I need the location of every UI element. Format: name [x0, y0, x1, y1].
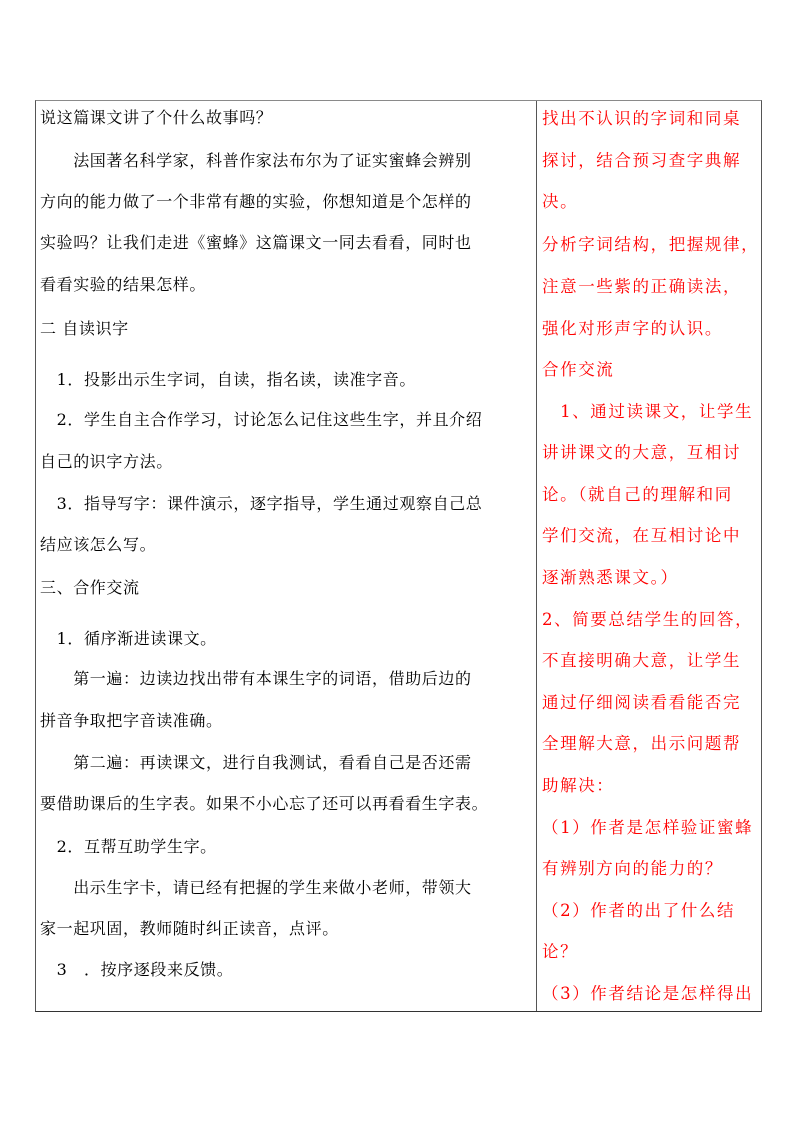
text-line: 拼音争取把字音读准确。: [40, 711, 223, 730]
note-line: 1、通过读课文，让学生: [542, 402, 754, 421]
text-line: 自己的识字方法。: [40, 452, 173, 471]
note-line: 论？: [542, 942, 579, 961]
note-line: 2、简要总结学生的回答，: [542, 610, 754, 629]
note-line: （1）作者是怎样验证蜜蜂: [542, 818, 754, 837]
note-line: 有辨别方向的能力的？: [542, 859, 723, 878]
teaching-process-column: [40, 101, 533, 1011]
text-line: 第二遍：再读课文，进行自我测试，看看自己是否还需: [40, 753, 472, 772]
note-line: 全理解大意，出示问题帮: [542, 734, 742, 753]
note-line: （3）作者结论是怎样得出: [542, 984, 754, 1003]
text-line: 说这篇课文讲了个什么故事吗？: [40, 108, 273, 127]
note-line: 逐渐熟悉课文。）: [542, 568, 679, 587]
design-intent-column: [542, 101, 761, 1011]
section-heading: 三、合作交流: [40, 578, 140, 597]
note-line: 论。（就自己的理解和同: [542, 485, 733, 504]
lesson-plan-table: [35, 100, 762, 1012]
text-line: 要借助课后的生字表。如果不小心忘了还可以再看看生字表。: [40, 794, 489, 813]
note-line: 合作交流: [542, 360, 615, 379]
text-line: 3 ．按序逐段来反馈。: [40, 960, 234, 979]
note-line: （2）作者的出了什么结: [542, 901, 736, 920]
text-line: 2．学生自主合作学习，讨论怎么记住这些生字，并且介绍: [40, 410, 483, 429]
text-line: 1．投影出示生字词，自读，指名读，读准字音。: [40, 370, 416, 389]
column-divider: [536, 101, 537, 1011]
text-line: 1．循序渐进读课文。: [40, 629, 217, 648]
note-line: 通过仔细阅读看看能否完: [542, 693, 742, 712]
text-line: 法国著名科学家，科普作家法布尔为了证实蜜蜂会辨别: [40, 151, 472, 170]
text-line: 2．互帮互助学生字。: [40, 837, 217, 856]
note-line: 决。: [542, 192, 579, 211]
note-line: 探讨，结合预习查字典解: [542, 151, 742, 170]
text-line: 方向的能力做了一个非常有趣的实验，你想知道是个怎样的: [40, 192, 472, 211]
note-line: 分析字词结构，把握规律，: [542, 235, 760, 254]
text-line: 出示生字卡，请已经有把握的学生来做小老师，带领大: [40, 878, 472, 897]
text-line: 实验吗？让我们走进《蜜蜂》这篇课文一同去看看，同时也: [40, 233, 472, 252]
note-line: 不直接明确大意，让学生: [542, 651, 742, 670]
note-line: 学们交流，在互相讨论中: [542, 526, 742, 545]
note-line: 强化对形声字的认识。: [542, 319, 723, 338]
text-line: 看看实验的结果怎样。: [40, 275, 207, 294]
text-line: 3．指导写字：课件演示，逐字指导，学生通过观察自己总: [40, 494, 483, 513]
text-line: 家一起巩固，教师随时纠正读音，点评。: [40, 919, 339, 938]
text-line: 第一遍：边读边找出带有本课生字的词语，借助后边的: [40, 669, 472, 688]
note-line: 讲讲课文的大意，互相讨: [542, 443, 742, 462]
note-line: 找出不认识的字词和同桌: [542, 109, 742, 128]
text-line: 结应该怎么写。: [40, 535, 157, 554]
section-heading: 二 自读识字: [40, 319, 129, 338]
note-line: 注意一些紫的正确读法，: [542, 277, 742, 296]
note-line: 助解决：: [542, 776, 615, 795]
